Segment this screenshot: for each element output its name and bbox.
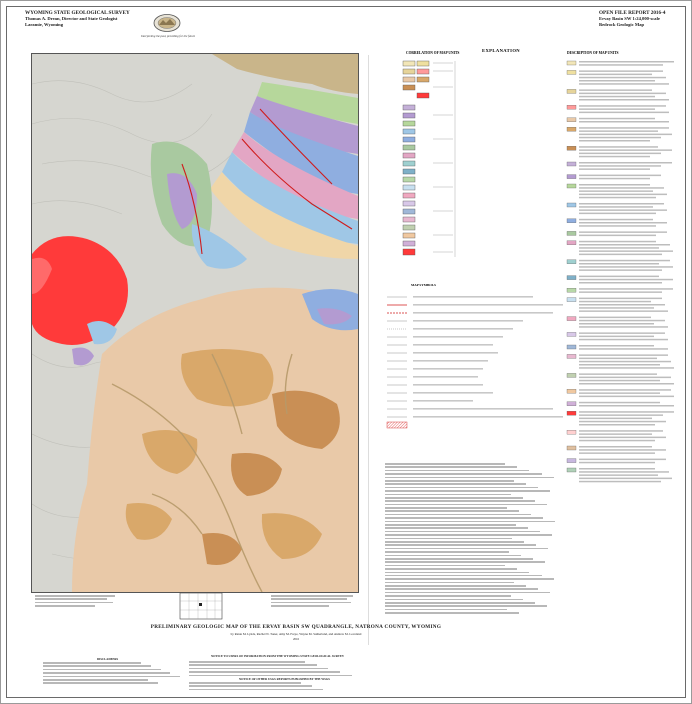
text-line	[385, 609, 507, 611]
text-line	[385, 575, 542, 577]
description-line	[579, 421, 666, 423]
description-line	[579, 197, 656, 199]
unit-swatch	[567, 162, 576, 166]
description-line	[579, 310, 668, 312]
text-line	[189, 664, 317, 666]
text-line	[189, 685, 312, 687]
description-line	[579, 437, 666, 439]
text-line	[385, 494, 511, 496]
base-map-caption	[35, 595, 125, 609]
unit-swatch	[567, 468, 576, 472]
description-line	[579, 244, 670, 246]
unit-swatch	[567, 446, 576, 450]
description-line	[579, 146, 658, 148]
unit-swatch	[567, 89, 576, 93]
description-line	[579, 99, 669, 101]
text-line	[385, 605, 547, 607]
description-line	[579, 383, 674, 385]
description-line	[579, 345, 654, 347]
text-line	[385, 588, 538, 590]
description-line	[579, 367, 674, 369]
unit-swatch	[567, 175, 576, 179]
description-line	[579, 80, 655, 82]
text-line	[385, 483, 526, 485]
description-line	[579, 260, 670, 262]
description-line	[579, 468, 655, 470]
description-line	[579, 446, 652, 448]
text-line	[385, 551, 509, 553]
text-line	[385, 558, 533, 560]
description-line	[579, 339, 668, 341]
description-line	[579, 358, 657, 360]
text-line	[385, 585, 526, 587]
description-line	[579, 288, 673, 290]
header-right	[599, 11, 685, 27]
disclaimers-heading: DISCLAIMERS	[97, 657, 119, 661]
description-line	[579, 64, 663, 66]
description-line	[579, 424, 655, 426]
text-line	[385, 572, 529, 574]
text-line	[385, 612, 519, 614]
unit-swatch	[567, 459, 576, 463]
description-line	[579, 269, 662, 271]
description-line	[579, 156, 650, 158]
text-line	[385, 544, 536, 546]
description-line	[579, 317, 651, 319]
authors: Ranie M. Lynds, Rachel N. Toner, Amy M. Freye, Wayne M. Sutherland, and Andrew M. Loveland	[234, 632, 362, 636]
description-line	[579, 149, 672, 151]
description-line	[579, 282, 662, 284]
description-line	[579, 307, 654, 309]
notice-heading: NOTICE TO USERS OF INFORMATION FROM THE WYOMING STATE GEOLOGICAL SURVEY	[211, 654, 345, 658]
text-line	[43, 665, 151, 667]
text-line	[385, 517, 543, 519]
description-line	[579, 418, 652, 420]
description-line	[579, 247, 659, 249]
year: 2016	[293, 637, 299, 641]
text-line	[385, 548, 548, 550]
report-number: OPEN FILE REPORT 2016-4	[599, 10, 666, 16]
text-line	[385, 578, 554, 580]
unit-swatch	[567, 231, 576, 235]
unit-swatch	[567, 402, 576, 406]
text-line	[43, 679, 148, 681]
text-line	[385, 592, 550, 594]
description-line	[579, 89, 652, 91]
description-line	[579, 474, 658, 476]
map-title: PRELIMINARY GEOLOGIC MAP OF THE ERVAY BASIN SW QUADRANGLE, NATRONA COUNTY, WYOMING	[150, 624, 442, 630]
description-line	[579, 336, 654, 338]
location-map	[179, 592, 223, 620]
description-line	[579, 121, 669, 123]
description-line	[579, 203, 664, 205]
text-line	[385, 490, 550, 492]
description-line	[579, 279, 673, 281]
text-line	[385, 582, 514, 584]
description-line	[579, 77, 666, 79]
map-symbols-legend	[383, 289, 573, 459]
notice-text	[189, 661, 357, 678]
text-line	[43, 672, 170, 674]
unit-swatch	[567, 354, 576, 358]
description-line	[579, 440, 655, 442]
unit-swatch	[567, 146, 576, 150]
description-line	[579, 105, 666, 107]
description-line	[579, 187, 664, 189]
description-line	[579, 112, 669, 114]
text-line	[385, 524, 516, 526]
text-line	[385, 463, 505, 465]
text-line	[385, 538, 512, 540]
unit-swatch	[567, 430, 576, 434]
unit-swatch	[567, 332, 576, 336]
description-line	[579, 266, 673, 268]
unit-swatch	[567, 241, 576, 245]
city-line: Laramie, Wyoming	[25, 21, 64, 27]
authors-line	[31, 632, 561, 636]
text-line	[385, 470, 529, 472]
text-line	[43, 662, 141, 664]
description-line	[579, 165, 661, 167]
geologic-map[interactable]	[31, 53, 359, 593]
map-symbols-title: MAP SYMBOLS	[411, 283, 436, 287]
description-line	[579, 411, 674, 413]
text-line	[43, 669, 161, 671]
correlation-title: CORRELATION OF MAP UNITS	[406, 51, 460, 55]
description-line	[579, 361, 671, 363]
description-line	[579, 184, 650, 186]
description-line	[579, 162, 672, 164]
description-line	[579, 137, 661, 139]
description-line	[579, 263, 659, 265]
unit-swatch	[567, 118, 576, 122]
description-line	[579, 478, 672, 480]
description-line	[579, 222, 667, 224]
description-line	[579, 430, 663, 432]
text-line	[385, 534, 552, 536]
description-line	[579, 276, 659, 278]
description-line	[579, 127, 669, 129]
description-line	[579, 291, 662, 293]
description-line	[579, 194, 667, 196]
description-line	[579, 348, 668, 350]
description-line	[579, 130, 658, 132]
description-title: DESCRIPTION OF MAP UNITS	[567, 51, 619, 55]
wsgs-seal-logo	[151, 13, 183, 33]
text-line	[189, 668, 328, 670]
unit-swatch	[567, 61, 576, 65]
text-line	[385, 595, 511, 597]
unit-swatch	[567, 203, 576, 207]
text-line	[385, 500, 535, 502]
unit-swatch	[567, 411, 576, 415]
text-line	[43, 682, 158, 684]
correlation-chart	[393, 57, 491, 262]
explanation-title: EXPLANATION	[482, 48, 521, 53]
mapping-caption	[271, 595, 361, 609]
text-line	[385, 531, 540, 533]
description-line	[579, 301, 651, 303]
description-of-map-units	[565, 57, 681, 682]
text-line	[385, 477, 554, 479]
references	[385, 463, 561, 616]
director-line: Thomas A. Drean, Director and State Geologist	[25, 16, 118, 22]
description-line	[579, 452, 655, 454]
unit-swatch	[567, 184, 576, 188]
unit-swatch	[567, 345, 576, 349]
description-line	[579, 459, 666, 461]
header-left	[25, 11, 165, 27]
unit-swatch	[567, 373, 576, 377]
description-line	[579, 254, 662, 256]
description-line	[579, 364, 660, 366]
description-line	[579, 481, 661, 483]
unit-swatch	[567, 105, 576, 109]
quad-name: Ervay Basin SW 1:24,000-scale	[599, 16, 660, 22]
text-line	[385, 497, 523, 499]
unit-swatch	[567, 70, 576, 74]
description-line	[579, 433, 652, 435]
description-line	[579, 178, 650, 180]
unit-swatch	[567, 219, 576, 223]
unit-swatch	[567, 127, 576, 131]
description-line	[579, 108, 655, 110]
text-line	[385, 466, 517, 468]
unit-swatch	[567, 288, 576, 292]
by-word: by	[230, 632, 234, 636]
description-line	[579, 225, 656, 227]
text-line	[189, 661, 305, 663]
description-line	[579, 83, 669, 85]
description-line	[579, 168, 650, 170]
description-line	[579, 414, 663, 416]
description-line	[579, 61, 674, 63]
column-divider	[368, 55, 369, 645]
description-line	[579, 298, 662, 300]
unit-swatch	[567, 260, 576, 264]
description-line	[579, 70, 663, 72]
description-line	[579, 326, 668, 328]
description-line	[579, 332, 665, 334]
description-line	[579, 209, 667, 211]
text-line	[385, 599, 523, 601]
description-line	[579, 235, 656, 237]
text-line	[189, 671, 340, 673]
text-line	[385, 555, 521, 557]
description-line	[579, 153, 661, 155]
description-line	[579, 190, 653, 192]
description-line	[579, 471, 669, 473]
description-line	[579, 250, 673, 252]
unit-swatch	[567, 276, 576, 280]
description-line	[579, 206, 653, 208]
description-line	[579, 93, 666, 95]
text-line	[385, 514, 531, 516]
unit-swatch	[567, 317, 576, 321]
unit-swatch	[567, 298, 576, 302]
description-line	[579, 380, 660, 382]
description-line	[579, 320, 665, 322]
description-line	[579, 241, 656, 243]
map-type: Bedrock Geologic Map	[599, 21, 645, 27]
description-line	[579, 392, 660, 394]
text-line	[385, 602, 535, 604]
text-line	[189, 689, 323, 691]
seal-caption: Interpreting the past, providing for the future	[141, 34, 196, 38]
text-line	[385, 487, 538, 489]
description-line	[579, 96, 655, 98]
description-line	[579, 373, 657, 375]
text-line	[385, 527, 528, 529]
pubs-heading: NOTICE OF OTHER USGS REPORTS PUBLISHED BY THE WSGS	[239, 677, 330, 681]
description-line	[579, 396, 674, 398]
unit-swatch	[567, 389, 576, 393]
description-line	[579, 449, 666, 451]
description-line	[579, 213, 656, 215]
text-line	[189, 675, 352, 677]
text-line	[385, 473, 542, 475]
description-line	[579, 377, 671, 379]
pubs-text	[189, 682, 357, 692]
text-line	[385, 561, 545, 563]
text-line	[189, 682, 301, 684]
description-line	[579, 74, 652, 76]
description-line	[579, 354, 668, 356]
description-line	[579, 304, 665, 306]
description-line	[579, 175, 661, 177]
text-line	[385, 504, 547, 506]
description-line	[579, 118, 655, 120]
description-line	[579, 405, 674, 407]
text-line	[385, 480, 514, 482]
text-line	[385, 510, 519, 512]
text-line	[385, 507, 507, 509]
text-line	[385, 568, 517, 570]
description-line	[579, 462, 655, 464]
description-line	[579, 134, 672, 136]
text-line	[385, 565, 505, 567]
description-line	[579, 402, 660, 404]
survey-name: WYOMING STATE GEOLOGICAL SURVEY	[25, 10, 130, 16]
text-line	[385, 541, 524, 543]
text-line	[385, 521, 555, 523]
text-line	[43, 676, 180, 678]
description-line	[579, 231, 667, 233]
disclaimers-text	[43, 662, 185, 686]
description-line	[579, 140, 650, 142]
description-line	[579, 389, 671, 391]
description-line	[579, 323, 654, 325]
description-line	[579, 219, 653, 221]
